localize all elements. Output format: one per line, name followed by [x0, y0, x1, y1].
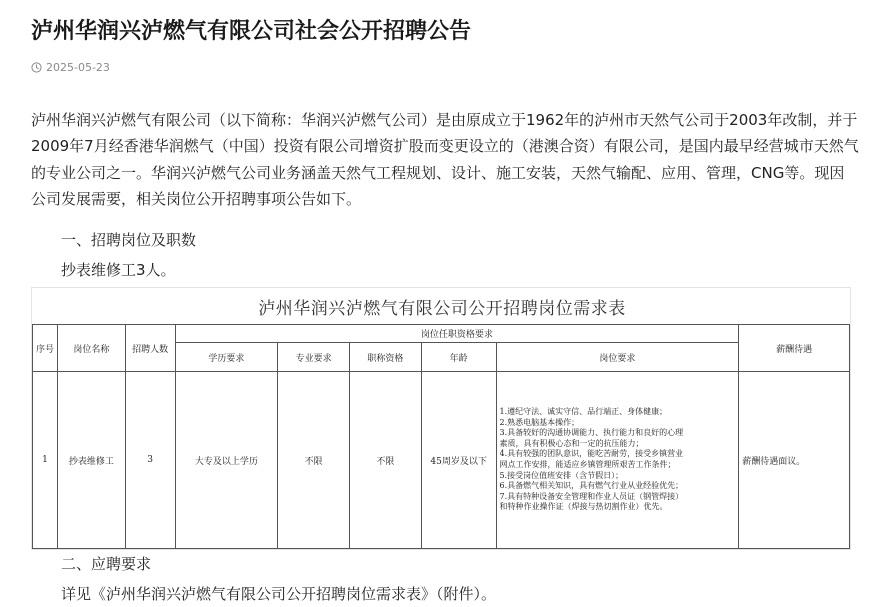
header-position: 岗位名称: [57, 325, 125, 372]
requirement-line: 2.熟悉电脑基本操作；: [499, 417, 580, 427]
requirement-line: 6.具备燃气相关知识，具有燃气行业从业经验优先；: [499, 481, 684, 491]
table-row: [33, 372, 850, 549]
cell-age: 45周岁及以下: [421, 372, 496, 549]
cell-title-qual: 不限: [349, 372, 421, 549]
cell-salary: 薪酬待遇面议。: [739, 372, 850, 549]
requirement-line: 素质，具有积极心态和一定的抗压能力；: [499, 438, 644, 448]
section-text-positions: 抄表维修工3人。: [61, 261, 176, 279]
cell-count: 3: [125, 372, 175, 549]
requirement-line: 5.接受岗位值班安排（含节假日）；: [499, 470, 624, 480]
header-qualification-group: 岗位任职资格要求: [175, 325, 739, 343]
header-title-qual: 职称资格: [349, 343, 421, 372]
cell-index: 1: [33, 372, 58, 549]
clock-icon: [31, 62, 42, 73]
requirement-line: 4.具有较强的团队意识，能吃苦耐劳，接受乡镇营业: [499, 449, 684, 459]
cell-education: 大专及以上学历: [175, 372, 278, 549]
intro-line: 的专业公司之一。华润兴泸燃气公司业务涵盖天然气工程规划、设计、施工安装，天然气输配、应用、管理，CNG等。现因: [31, 163, 845, 182]
publish-meta: [31, 58, 110, 76]
section-heading-positions: 一、招聘岗位及职数: [61, 231, 197, 249]
requirement-line: 3.具备较好的沟通协调能力、执行能力和良好的心理: [499, 428, 684, 438]
intro-paragraph: [31, 107, 859, 212]
section-text-requirements: 详见《泸州华润兴泸燃气有限公司公开招聘岗位需求表》（附件）。: [61, 585, 497, 603]
publish-date: 2025-05-23: [46, 60, 110, 74]
cell-major: 不限: [278, 372, 350, 549]
intro-line: 2009年7月经香港华润燃气（中国）投资有限公司增资扩股而变更设立的（港澳合资）有限公司，是国内最早经营城市天然气: [31, 137, 859, 156]
header-count: 招聘人数: [125, 325, 175, 372]
section-heading-requirements: 二、应聘要求: [61, 555, 152, 573]
requirement-line: 和特种作业操作证（焊接与热切割作业）优先。: [499, 502, 668, 512]
page-title: 泸州华润兴泸燃气有限公司社会公开招聘公告: [31, 19, 472, 44]
intro-line: 泸州华润兴泸燃气有限公司（以下简称：华润兴泸燃气公司）是由原成立于1962年的泸州市天然气公司于2003年改制，并于: [31, 111, 858, 129]
table-title: 泸州华润兴泸燃气有限公司公开招聘岗位需求表: [258, 298, 626, 319]
header-salary: 薪酬待遇: [739, 325, 850, 372]
header-age: 年龄: [421, 343, 496, 372]
requirement-line: 网点工作安排，能适应乡镇管理所艰苦工作条件；: [499, 460, 676, 469]
cell-requirements: [496, 372, 739, 549]
header-major: 专业要求: [278, 343, 350, 372]
header-requirements: 岗位要求: [496, 343, 739, 372]
header-education: 学历要求: [175, 343, 278, 372]
header-index: 序号: [33, 325, 58, 372]
recruitment-table: [32, 324, 850, 549]
intro-line: 公司发展需要，相关岗位公开招聘事项公告如下。: [31, 189, 362, 208]
cell-position: 抄表维修工: [57, 372, 125, 549]
requirement-line: 1.遵纪守法、诚实守信、品行端正、身体健康；: [499, 407, 668, 417]
requirement-line: 7.具有特种设备安全管理和作业人员证（钢管焊接）: [499, 491, 684, 501]
recruitment-table-image: [31, 287, 851, 550]
